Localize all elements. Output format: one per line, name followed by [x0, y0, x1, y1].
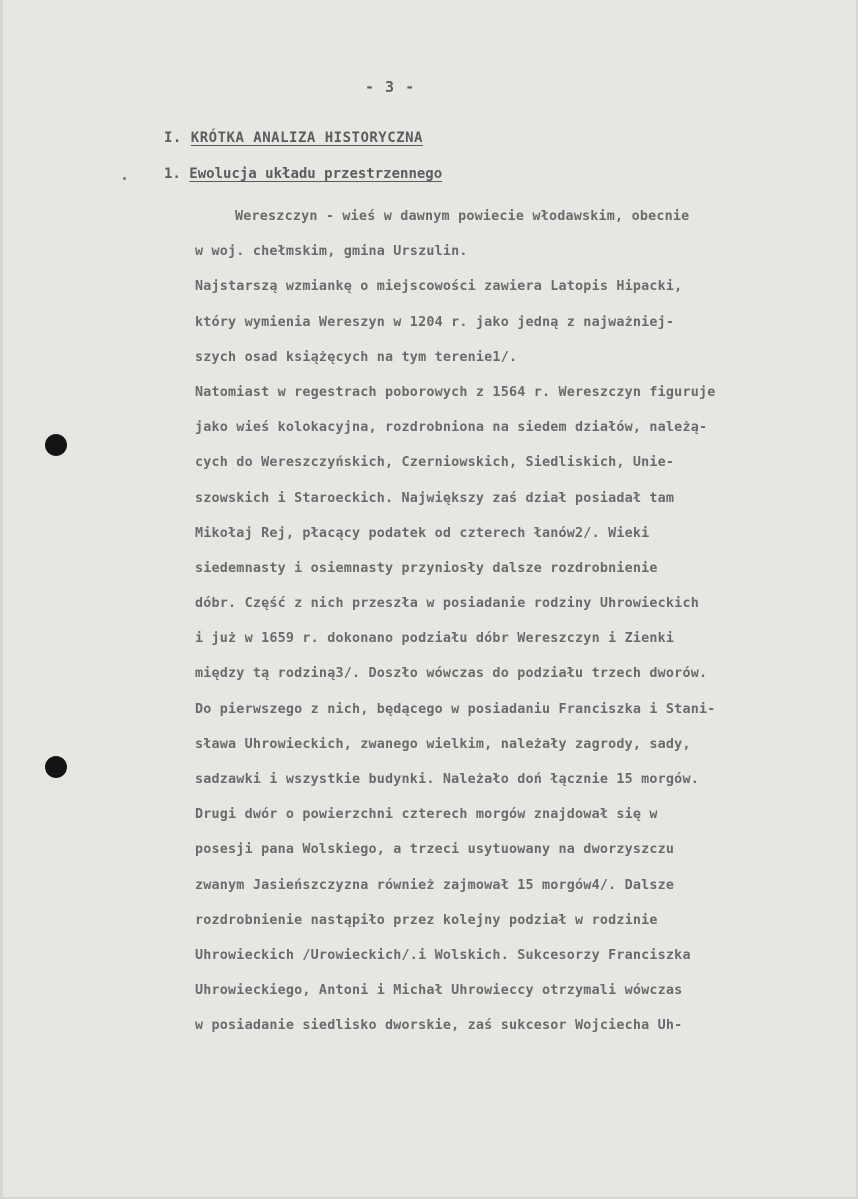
text-line: między tą rodziną3/. Doszło wówczas do podziału trzech dworów. — [195, 666, 708, 682]
text-line: szych osad książęcych na tym terenie1/. — [195, 349, 518, 365]
section-number: I. — [164, 130, 182, 146]
text-line: Do pierwszego z nich, będącego w posiadaniu Franciszka i Stani- — [195, 701, 716, 717]
text-line: Uhrowieckich /Urowieckich/.i Wolskich. Sukcesorzy Franciszka — [195, 947, 691, 963]
subsection-number: 1. — [164, 166, 181, 182]
section-title: KRÓTKA ANALIZA HISTORYCZNA — [190, 130, 423, 146]
punch-hole — [45, 756, 67, 778]
text-line: w posiadanie siedlisko dworskie, zaś sukcesor Wojciecha Uh- — [195, 1018, 683, 1034]
text-line: i już w 1659 r. dokonano podziału dóbr Wereszczyn i Zienki — [195, 631, 675, 647]
text-line: Najstarszą wzmiankę o miejscowości zawiera Latopis Hipacki, — [195, 279, 683, 295]
text-line: rozdrobnienie nastąpiło przez kolejny podział w rodzinie — [195, 912, 658, 928]
text-line: jako wieś kolokacyjna, rozdrobniona na siedem działów, należą- — [195, 420, 708, 436]
subsection-heading — [164, 166, 442, 182]
body-text — [195, 206, 855, 1051]
margin-dot — [123, 177, 126, 180]
section-heading — [164, 130, 423, 146]
text-line: sadzawki i wszystkie budynki. Należało doń łącznie 15 morgów. — [195, 772, 699, 787]
text-line: dóbr. Część z nich przeszła w posiadanie rodziny Uhrowieckich — [195, 596, 699, 612]
text-line: który wymienia Wereszyn w 1204 r. jako jedną z najważniej- — [195, 314, 675, 330]
punch-hole — [45, 434, 67, 456]
text-line: Wereszczyn - wieś w dawnym powiecie włodawskim, obecnie — [235, 209, 690, 224]
text-line: Uhrowieckiego, Antoni i Michał Uhrowieccy otrzymali wówczas — [195, 983, 683, 999]
text-line: sława Uhrowieckich, zwanego wielkim, należały zagrody, sady, — [195, 736, 691, 752]
text-line: cych do Wereszczyńskich, Czerniowskich, Siedliskich, Unie- — [195, 455, 675, 471]
text-line: siedemnasty i osiemnasty przyniosły dalsze rozdrobnienie — [195, 560, 658, 576]
text-line: szowskich i Staroeckich. Największy zaś dział posiadał tam — [195, 490, 675, 506]
subsection-title: Ewolucja układu przestrzennego — [189, 166, 443, 182]
text-line: posesji pana Wolskiego, a trzeci usytuowany na dworzyszczu — [195, 842, 675, 858]
text-line: zwanym Jasieńszczyzna również zajmował 15 morgów4/. Dalsze — [195, 877, 675, 893]
text-line: w woj. chełmskim, gmina Urszulin. — [195, 244, 468, 260]
text-line: Drugi dwór o powierzchni czterech morgów znajdował się w — [195, 807, 658, 823]
text-line: Natomiast w regestrach poborowych z 1564 r. Wereszczyn figuruje — [195, 384, 716, 400]
text-line: Mikołaj Rej, płacący podatek od czterech łanów2/. Wieki — [195, 525, 650, 541]
page-number: - 3 - — [365, 78, 416, 96]
